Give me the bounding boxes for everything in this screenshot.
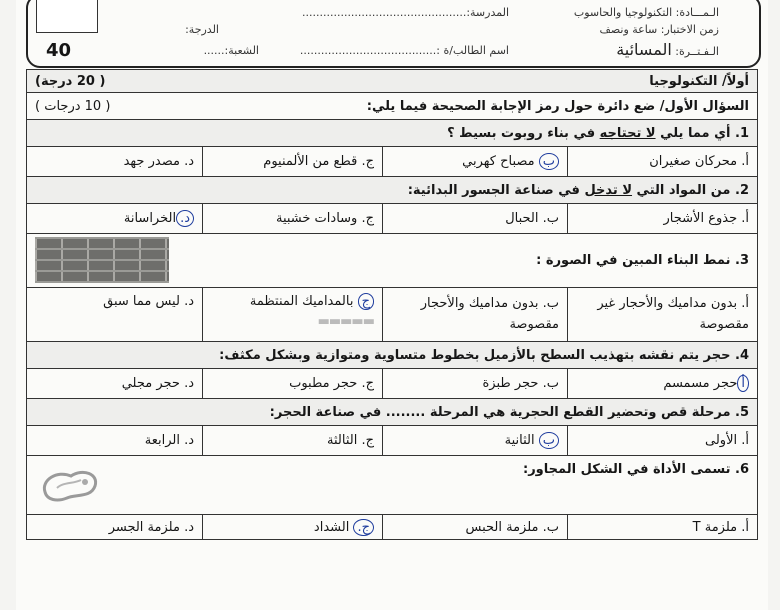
brick-wall-image [35,237,169,283]
question1-header [27,93,758,120]
item-6-option-b: ب. ملزمة الحبس [383,515,568,540]
item-6-option-c: ج. الشداد [203,515,383,540]
item-6-option-d: د. ملزمة الجسر [27,515,203,540]
item-4-option-d: د. حجر مجلي [27,369,203,399]
score-box [36,0,98,33]
school-label: المدرسة:............................................... [301,6,509,19]
answer-circle-icon: ب [539,153,559,170]
scan-smudge: ▬▬▬▬▬ [317,314,374,330]
item-6-question: 6. تسمى الأداة في الشكل المجاور: [27,456,758,515]
item-1-option-a: أ. محركان صغيران [568,147,758,177]
question1-title: السؤال الأول/ ضع دائرة حول رمز الإجابة الصحيحة فيما يلي: [366,98,749,114]
item-4-option-b: ب. حجر طبزة [383,369,568,399]
item-3-option-c: ج بالمداميك المنتظمة ▬▬▬▬▬ [203,288,383,342]
item-3-question: 3. نمط البناء المبين في الصورة : [27,234,758,288]
subject-label: الـمـــادة: التكنولوجيا والحاسوب [573,6,719,19]
item-5-option-c: ج. الثالثة [203,426,383,456]
student-name-label: اسم الطالب/ة :....................................... [299,44,509,57]
answer-circle-icon: أ [737,375,749,392]
item-4-question: 4. حجر يتم نقشه بتهذيب السطح بالأزميل بخطوط متساوية ومتوازية وبشكل مكثف: [27,342,758,369]
item-6-option-a: أ. ملزمة T [568,515,758,540]
item-5-option-b: ب الثانية [383,426,568,456]
item-4-option-c: ج. حجر مطبوب [203,369,383,399]
exam-table [26,69,758,540]
item-2-option-a: أ. جذوع الأشجار [568,204,758,234]
term-line [616,40,719,59]
term-label: الـفـتــرة: [675,45,719,58]
item-2-question: 2. من المواد التي لا تدخل في صناعة الجسور البدائية: [27,177,758,204]
section-title: أولاً/ التكنولوجيا [649,73,749,89]
answer-circle-icon: ج [358,293,374,310]
item-4-option-a: أحجر مسمسم [568,369,758,399]
item-1-question: 1. أي مما يلي لا تحتاجه في بناء روبوت بسيط ؟ [27,120,758,147]
item-5-question: 5. مرحلة قص وتحضير القطع الحجرية هي المرحلة ........ في صناعة الحجر: [27,399,758,426]
clamp-tool-image [37,458,105,506]
exam-sheet [16,0,768,610]
item-5-option-a: أ. الأولى [568,426,758,456]
answer-circle-icon: ب [539,432,559,449]
section-label: الشعبة:...... [203,44,259,57]
item-2-option-d: د.الخراسانة [27,204,203,234]
item-5-option-d: د. الرابعة [27,426,203,456]
item-3-option-b: ب. بدون مداميك والأحجار مقصوصة [383,288,568,342]
question1-marks: ( 10 درجات ) [35,98,111,114]
grade-label: الدرجة: [185,23,219,36]
item-1-option-b: ب مصباح كهربي [383,147,568,177]
exam-header [26,0,761,68]
item-2-option-b: ب. الحبال [383,204,568,234]
item-3-option-a: أ. بدون مداميك والأحجار غير مقصوصة [568,288,758,342]
item-1-option-d: د. مصدر جهد [27,147,203,177]
answer-circle-icon: ج. [353,519,374,536]
section-marks: ( 20 درجة) [35,73,106,89]
item-2-option-c: ج. وسادات خشبية [203,204,383,234]
term-value: المسائية [616,40,672,59]
item-1-option-c: ج. قطع من الألمنيوم [203,147,383,177]
total-score: 40 [46,40,72,61]
duration-label: زمن الاختبار: ساعة ونصف [599,23,719,36]
section-title-row [27,70,758,93]
answer-circle-icon: د. [176,210,194,227]
item-3-option-d: د. ليس مما سبق [27,288,203,342]
